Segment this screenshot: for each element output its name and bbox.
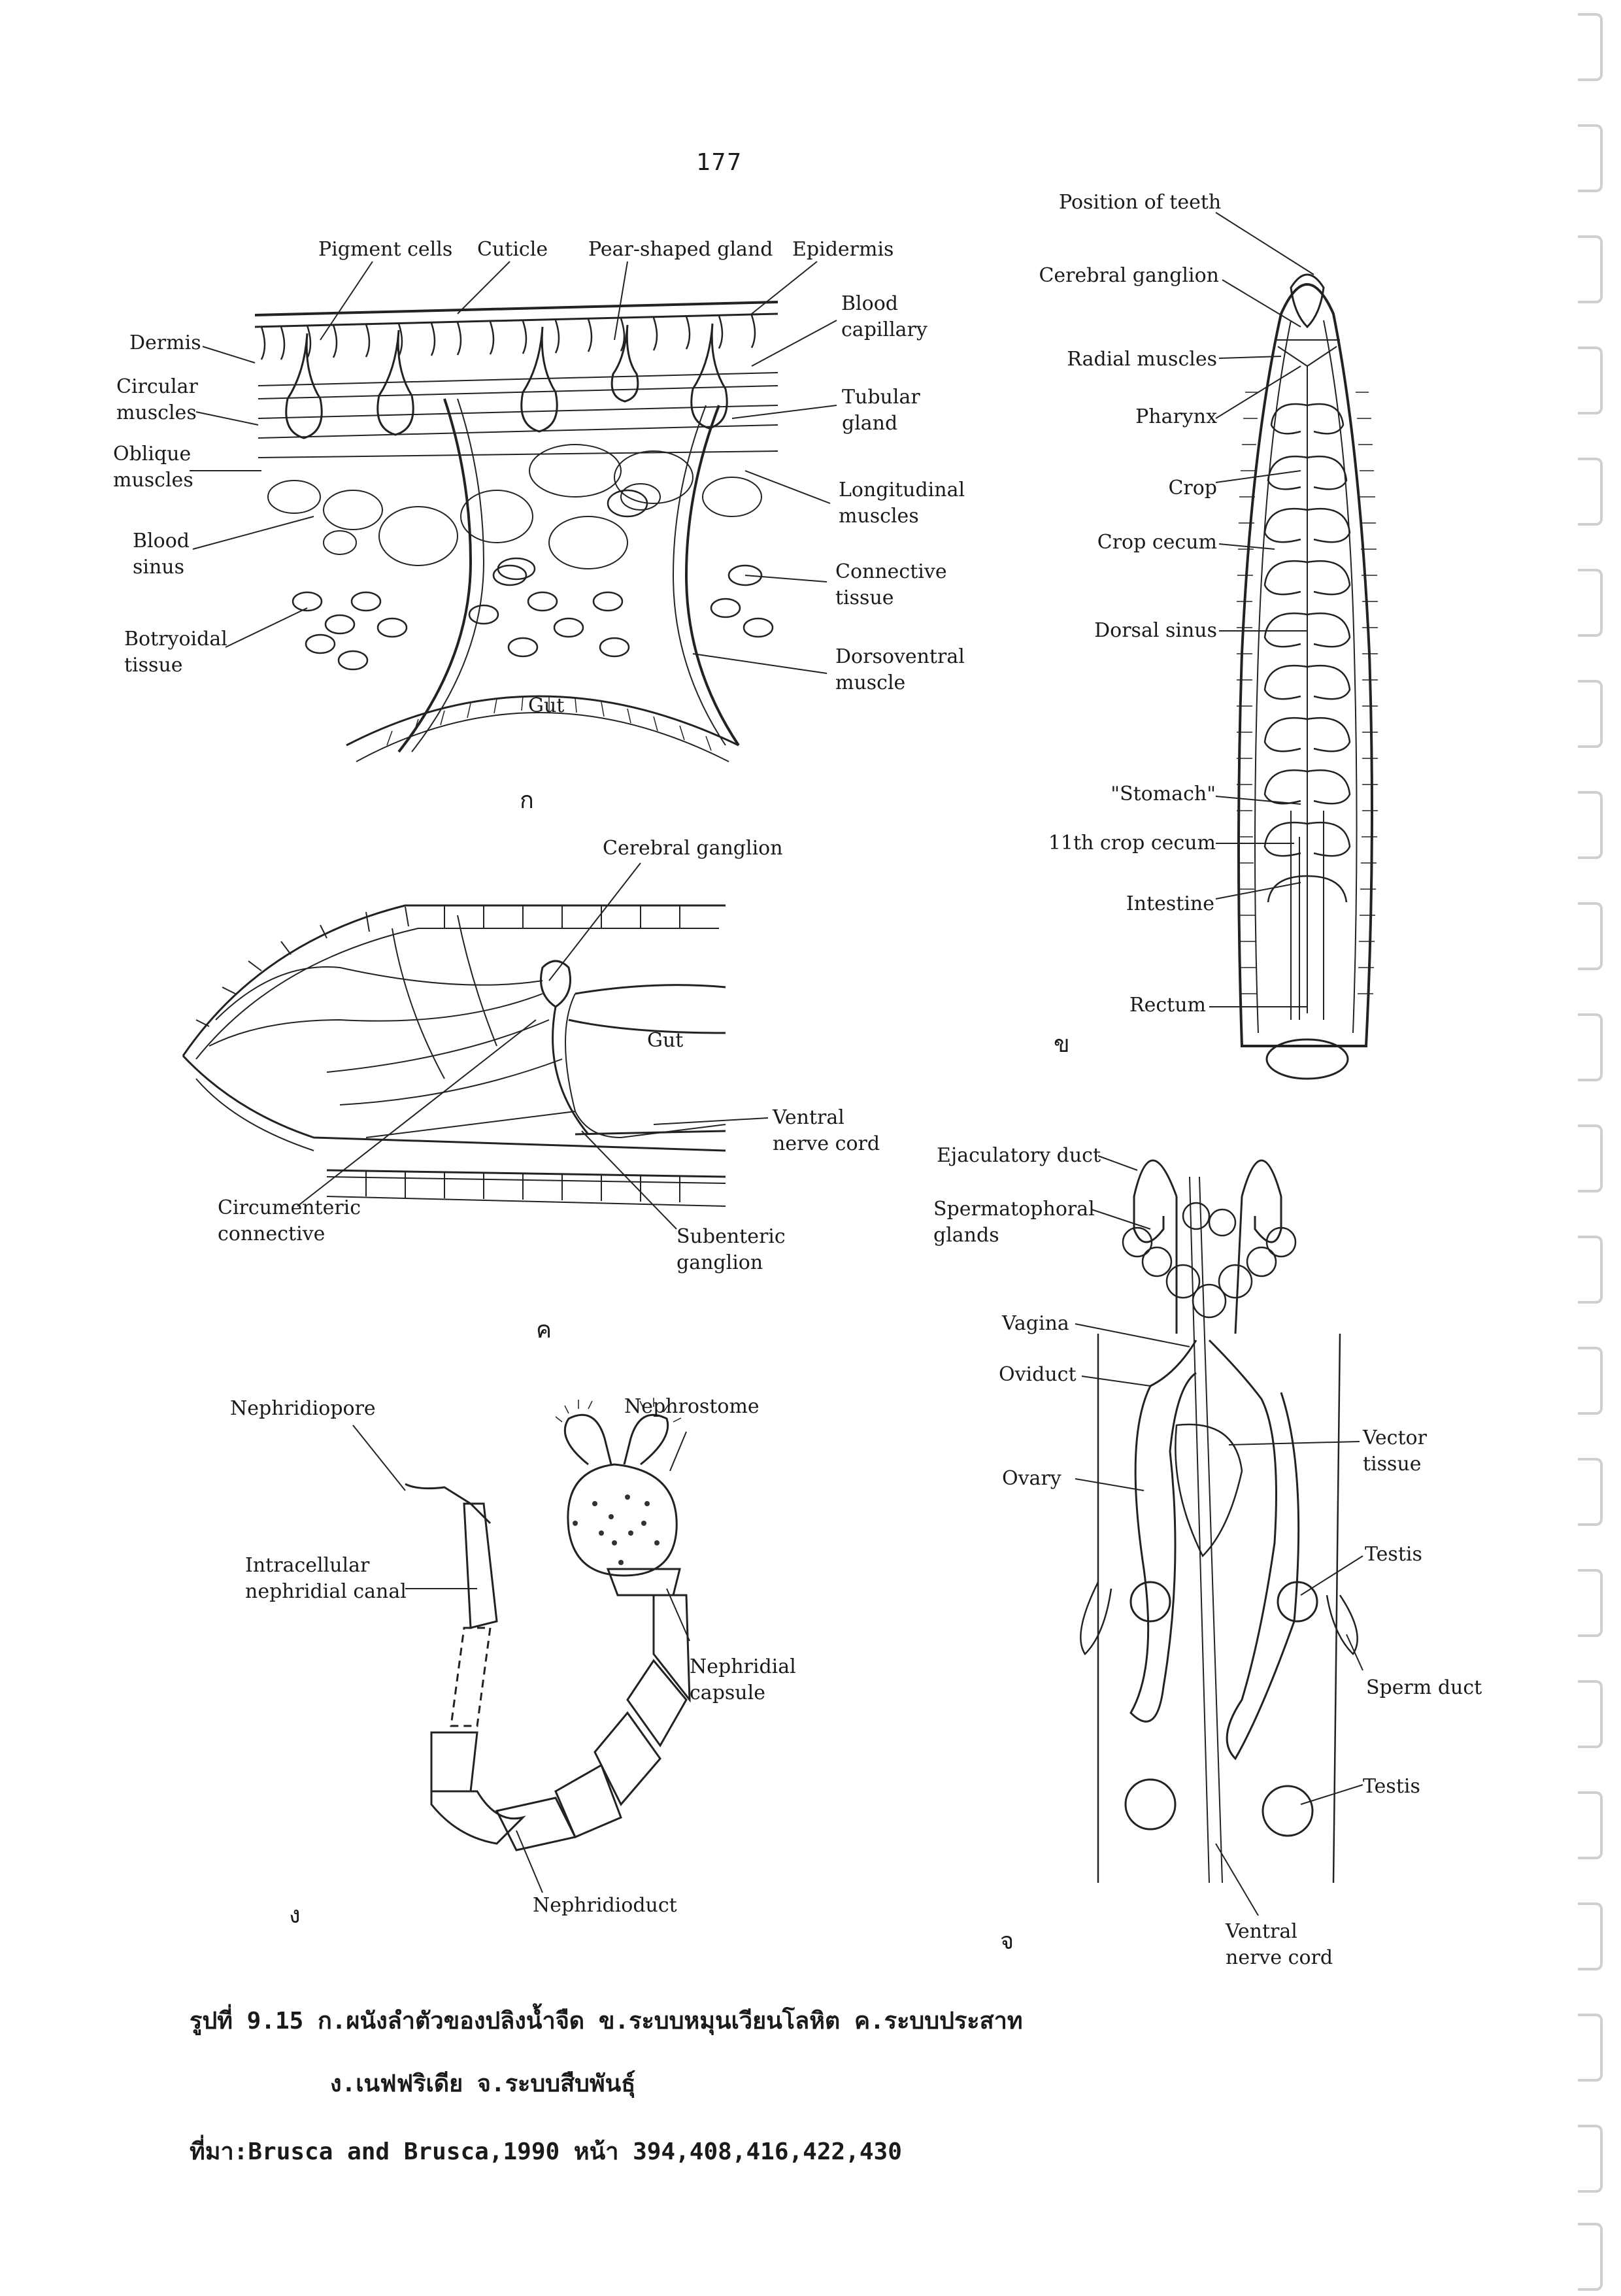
label-dorsoventral-muscle: Dorsoventral muscle bbox=[835, 645, 965, 694]
figure-d-letter: ง bbox=[289, 1902, 301, 1929]
label-gut-a: Gut bbox=[528, 694, 565, 717]
figure-c-letter: ค bbox=[536, 1317, 552, 1343]
label-ovary: Ovary bbox=[1002, 1467, 1061, 1490]
caption-source: ที่มา:Brusca and Brusca,1990 หน้า 394,408,416,422,430 bbox=[190, 2138, 902, 2165]
figure-e-letter: จ bbox=[1000, 1928, 1014, 1955]
label-blood-sinus: Blood sinus bbox=[133, 530, 190, 579]
label-longitudinal-muscles: Longitudinal muscles bbox=[839, 479, 965, 528]
caption-line-2: ง.เนฟฟริเดีย จ.ระบบสืบพันธุ์ bbox=[330, 2070, 636, 2097]
label-nephrostome: Nephrostome bbox=[624, 1395, 760, 1418]
label-pear-shaped-gland: Pear-shaped gland bbox=[588, 238, 773, 261]
label-position-of-teeth: Position of teeth bbox=[1059, 191, 1222, 214]
label-tubular-gland: Tubular gland bbox=[842, 386, 920, 435]
label-gut-c: Gut bbox=[647, 1029, 684, 1052]
label-spermatophoral-glands: Spermatophoral glands bbox=[933, 1198, 1095, 1247]
label-epidermis: Epidermis bbox=[792, 238, 894, 261]
label-testis-1: Testis bbox=[1365, 1543, 1422, 1566]
figure-a-letter: ก bbox=[520, 787, 534, 814]
label-cerebral-ganglion-b: Cerebral ganglion bbox=[1039, 264, 1219, 287]
label-intestine: Intestine bbox=[1126, 892, 1214, 915]
label-circumenteric-connective: Circumenteric connective bbox=[218, 1196, 361, 1245]
caption-line-1: รูปที่ 9.15 ก.ผนังลำตัวของปลิงน้ำจืด ข.ระบบหมุนเวียนโลหิต ค.ระบบประสาท bbox=[190, 2008, 1023, 2034]
label-sperm-duct: Sperm duct bbox=[1366, 1676, 1482, 1699]
label-dorsal-sinus: Dorsal sinus bbox=[1094, 619, 1217, 642]
label-crop: Crop bbox=[1168, 477, 1217, 499]
label-oviduct: Oviduct bbox=[999, 1363, 1077, 1386]
label-subenteric-ganglion: Subenteric ganglion bbox=[677, 1225, 786, 1274]
label-radial-muscles: Radial muscles bbox=[1067, 348, 1217, 371]
fig-e-drawing bbox=[1075, 1156, 1363, 1916]
label-dermis: Dermis bbox=[129, 331, 201, 354]
label-pharynx: Pharynx bbox=[1135, 405, 1217, 428]
label-vector-tissue: Vector tissue bbox=[1363, 1427, 1427, 1476]
fig-a-drawing bbox=[190, 262, 837, 762]
label-vagina: Vagina bbox=[1002, 1312, 1069, 1335]
label-circular-muscles: Circular muscles bbox=[116, 375, 198, 424]
label-botryoidal-tissue: Botryoidal tissue bbox=[124, 628, 227, 677]
label-intracellular-canal: Intracellular nephridial canal bbox=[245, 1554, 407, 1603]
label-rectum: Rectum bbox=[1129, 994, 1206, 1017]
label-nephridioduct: Nephridioduct bbox=[533, 1894, 677, 1917]
page-number: 177 bbox=[696, 149, 743, 176]
fig-b-drawing bbox=[1209, 212, 1378, 1079]
fig-d-drawing bbox=[353, 1398, 690, 1893]
label-ventral-nerve-cord-e: Ventral nerve cord bbox=[1226, 1920, 1333, 1969]
label-cuticle: Cuticle bbox=[477, 238, 548, 261]
label-ventral-nerve-cord-c: Ventral nerve cord bbox=[773, 1106, 880, 1155]
label-stomach: "Stomach" bbox=[1111, 783, 1216, 805]
label-blood-capillary: Blood capillary bbox=[841, 292, 927, 341]
label-nephridial-capsule: Nephridial capsule bbox=[690, 1655, 796, 1704]
label-cerebral-ganglion-c: Cerebral ganglion bbox=[603, 837, 783, 860]
label-11th-crop-cecum: 11th crop cecum bbox=[1048, 832, 1216, 854]
label-testis-2: Testis bbox=[1363, 1775, 1420, 1798]
label-connective-tissue: Connective tissue bbox=[835, 560, 947, 609]
label-crop-cecum: Crop cecum bbox=[1097, 531, 1217, 554]
label-ejaculatory-duct: Ejaculatory duct bbox=[937, 1144, 1101, 1167]
figure-b-letter: ข bbox=[1054, 1031, 1070, 1058]
label-nephridiopore: Nephridiopore bbox=[230, 1397, 376, 1420]
label-pigment-cells: Pigment cells bbox=[318, 238, 453, 261]
label-oblique-muscles: Oblique muscles bbox=[113, 443, 193, 492]
